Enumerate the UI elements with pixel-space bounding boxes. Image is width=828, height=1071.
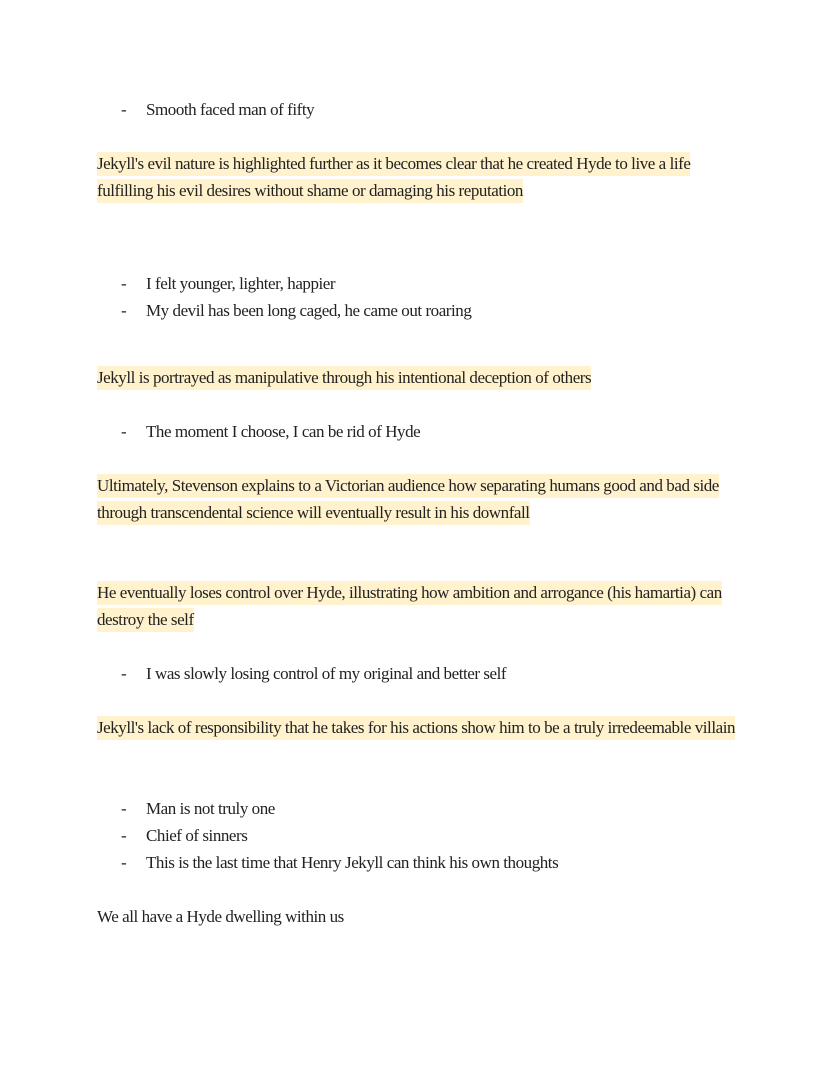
dash-bullet-icon: - [121,422,127,441]
dash-bullet-icon: - [121,799,127,818]
quote-item [97,660,737,687]
closing-line [97,903,737,930]
quote-text: Man is not truly one [146,799,275,818]
dash-bullet-icon: - [121,274,127,293]
quote-text: This is the last time that Henry Jekyll can think his own thoughts [146,853,559,872]
highlighted-paragraph [97,714,737,741]
quote-item [97,270,737,297]
paragraph-text: Jekyll's lack of responsibility that he takes for his actions show him to be a truly irredeemable villain [97,716,735,740]
dash-bullet-icon: - [121,664,127,683]
paragraph-text: He eventually loses control over Hyde, illustrating how ambition and arrogance (his hamartia) can destroy the self [97,581,722,632]
quote-text: Chief of sinners [146,826,248,845]
paragraph-text: Ultimately, Stevenson explains to a Victorian audience how separating humans good and bad side through transcendental science will eventually result in his downfall [97,474,719,525]
highlighted-paragraph [97,472,737,526]
closing-text: We all have a Hyde dwelling within us [97,907,344,926]
dash-bullet-icon: - [121,100,127,119]
dash-bullet-icon: - [121,826,127,845]
quote-item [97,822,737,849]
quote-list [97,270,737,324]
quote-item [97,418,737,445]
quote-list [97,795,737,876]
quote-list [97,418,737,445]
dash-bullet-icon: - [121,301,127,320]
quote-text: I felt younger, lighter, happier [146,274,336,293]
dash-bullet-icon: - [121,853,127,872]
quote-item [97,795,737,822]
quote-text: I was slowly losing control of my original and better self [146,664,507,683]
highlighted-paragraph [97,150,737,204]
highlighted-paragraph [97,364,737,391]
highlighted-paragraph [97,579,737,633]
quote-text: The moment I choose, I can be rid of Hyde [146,422,421,441]
paragraph-text: Jekyll is portrayed as manipulative through his intentional deception of others [97,366,591,390]
quote-list [97,96,737,123]
paragraph-text: Jekyll's evil nature is highlighted further as it becomes clear that he created Hyde to live a life fulfilling his evil desires without shame or damaging his reputation [97,152,690,203]
quote-list [97,660,737,687]
quote-item [97,96,737,123]
quote-item [97,297,737,324]
quote-text: My devil has been long caged, he came out roaring [146,301,472,320]
quote-text: Smooth faced man of fifty [146,100,315,119]
quote-item [97,849,737,876]
